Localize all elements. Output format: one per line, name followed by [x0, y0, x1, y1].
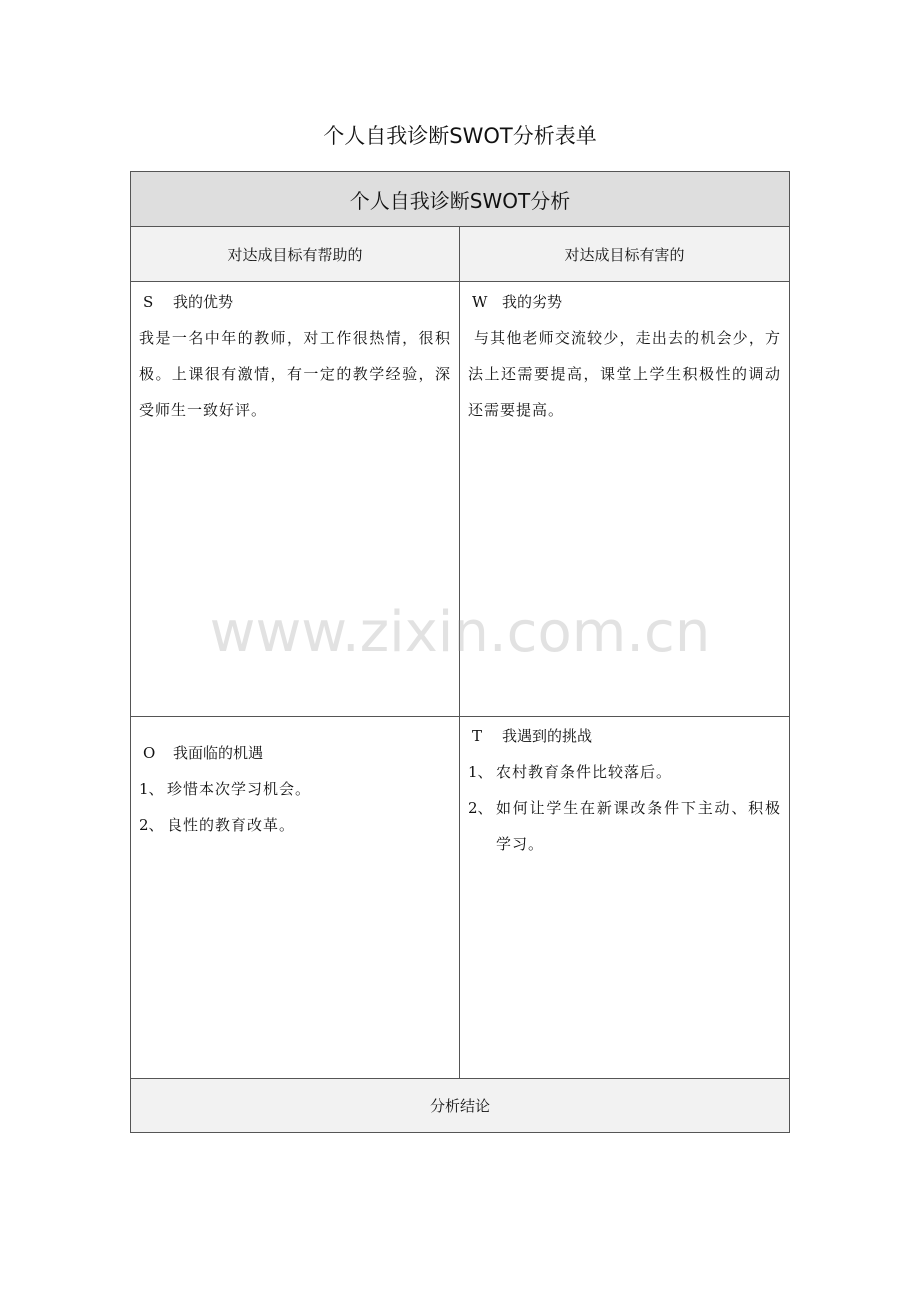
list-item-number: 1、: [139, 780, 164, 798]
list-item-number: 1、: [468, 763, 493, 781]
threats-letter: T: [472, 727, 483, 745]
weaknesses-heading-text: 我的劣势: [502, 293, 563, 311]
watermark-text: www.zixin.com.cn: [209, 600, 711, 665]
list-item-text: 农村教育条件比较落后。: [496, 763, 673, 781]
weaknesses-cell: [460, 282, 789, 717]
strengths-cell: [131, 282, 460, 717]
list-item-text: 良性的教育改革。: [167, 816, 296, 834]
list-item: [468, 790, 781, 862]
opportunities-letter: O: [143, 744, 156, 762]
list-item: [468, 754, 781, 790]
strengths-body: 我是一名中年的教师，对工作很热情，很积极。上课很有激情，有一定的教学经验，深受师生一致好评。: [139, 329, 451, 419]
column-header-helpful: 对达成目标有帮助的: [131, 227, 460, 282]
strengths-letter: S: [143, 293, 154, 311]
list-item-text: 珍惜本次学习机会。: [167, 780, 312, 798]
opportunities-heading: [139, 735, 451, 771]
column-header-harmful: 对达成目标有害的: [460, 227, 789, 282]
conclusion-row: 分析结论: [131, 1079, 789, 1132]
document-title: 个人自我诊断SWOT分析表单: [323, 124, 597, 148]
weaknesses-heading: [468, 284, 781, 320]
swot-table: [130, 171, 790, 1133]
table-header: 个人自我诊断SWOT分析: [131, 172, 789, 227]
strengths-heading-text: 我的优势: [173, 293, 234, 311]
opportunities-cell: [131, 717, 460, 1079]
threats-cell: [460, 717, 789, 1079]
list-item: [139, 807, 451, 843]
list-item: [139, 771, 451, 807]
weaknesses-letter: W: [472, 293, 488, 311]
list-item-number: 2、: [468, 799, 493, 817]
list-item-text: 如何让学生在新课改条件下主动、积极学习。: [496, 799, 781, 853]
weaknesses-body: 与其他老师交流较少，走出去的机会少，方法上还需要提高，课堂上学生积极性的调动还需要提高。: [468, 329, 781, 419]
threats-heading-text: 我遇到的挑战: [502, 727, 593, 745]
threats-heading: [468, 718, 781, 754]
strengths-heading: [139, 284, 451, 320]
list-item-number: 2、: [139, 816, 164, 834]
opportunities-heading-text: 我面临的机遇: [173, 744, 264, 762]
